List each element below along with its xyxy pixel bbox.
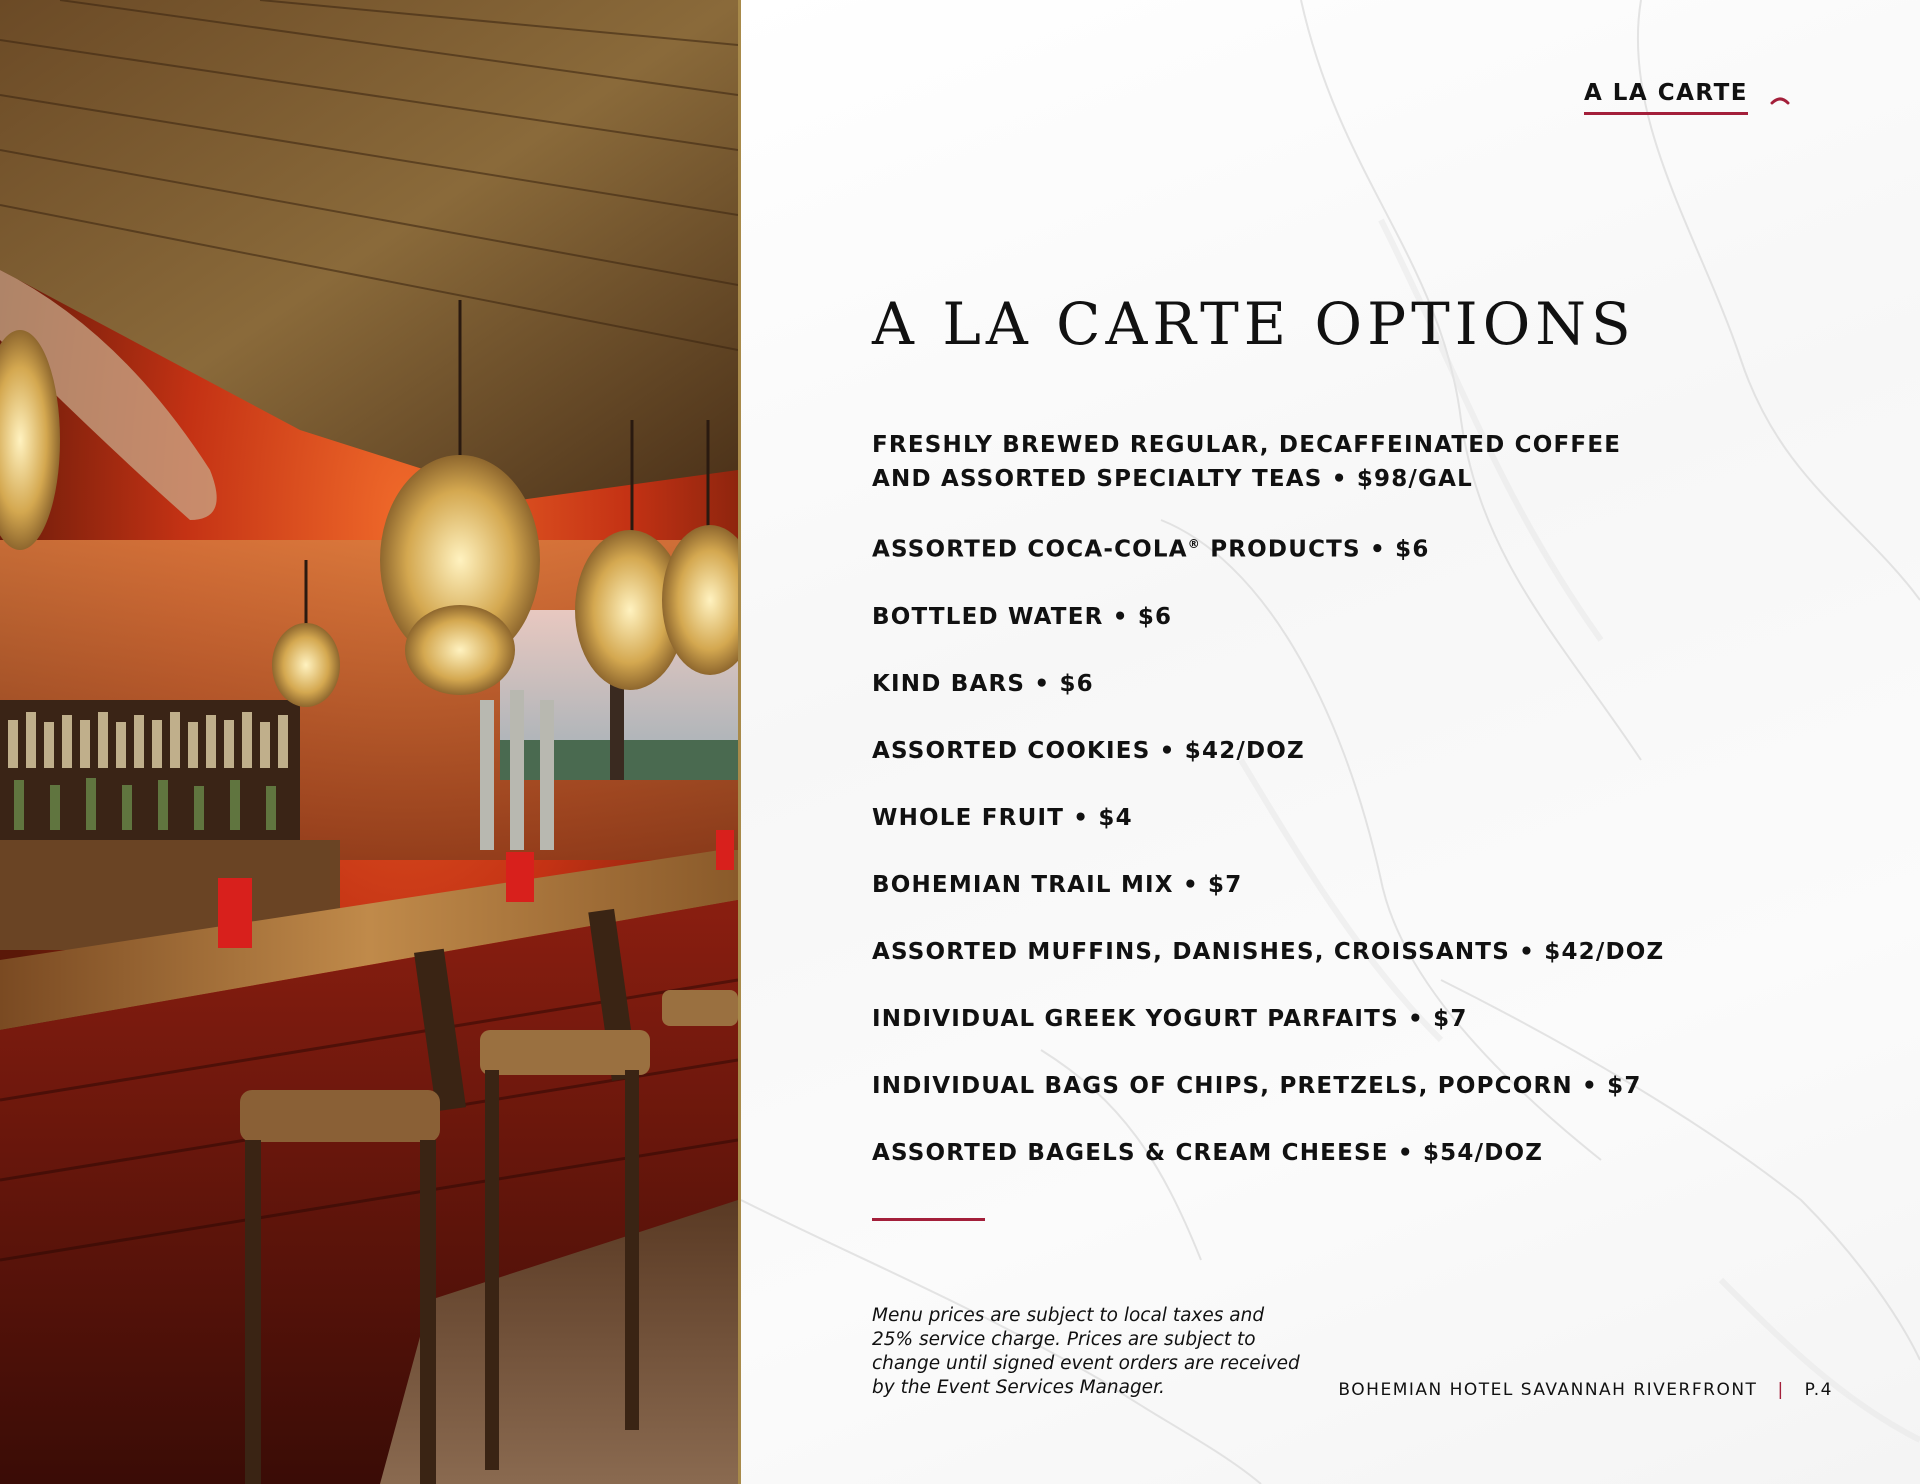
pricing-disclaimer: Menu prices are subject to local taxes and 25% service charge. Prices are subject to change until signed event orders are received by the Event Services Manager.: [872, 1305, 1300, 1398]
menu-item-bottled-water: BOTTLED WATER • $6: [872, 603, 1173, 630]
menu-item-text: PRODUCTS • $6: [1200, 536, 1430, 563]
footer-hotel-name: BOHEMIAN HOTEL SAVANNAH RIVERFRONT: [1338, 1380, 1758, 1400]
menu-item-text: FRESHLY BREWED REGULAR, DECAFFEINATED COFFEE: [872, 432, 1622, 458]
menu-item-trail-mix: BOHEMIAN TRAIL MIX • $7: [872, 871, 1243, 898]
content-panel: [741, 0, 1920, 1484]
menu-item-whole-fruit: WHOLE FRUIT • $4: [872, 804, 1133, 831]
nav-tab-a-la-carte[interactable]: [1584, 80, 1790, 115]
menu-item-snack-bags: INDIVIDUAL BAGS OF CHIPS, PRETZELS, POPCORN • $7: [872, 1072, 1642, 1099]
menu-item-bagels: ASSORTED BAGELS & CREAM CHEESE • $54/DOZ: [872, 1139, 1544, 1166]
menu-item-text: ASSORTED COCA-COLA: [872, 536, 1188, 563]
menu-item-coca-cola: [872, 527, 1732, 567]
footer-separator: |: [1777, 1380, 1785, 1400]
chevron-up-icon[interactable]: [1770, 90, 1790, 102]
menu-list: [872, 428, 1732, 1203]
page-title: A LA CARTE OPTIONS: [872, 290, 1636, 358]
menu-item-coffee-tea: [872, 428, 1732, 496]
menu-item-text: AND ASSORTED SPECIALTY TEAS • $98/GAL: [872, 466, 1473, 492]
page-footer: [1338, 1380, 1833, 1400]
nav-tab-label: A LA CARTE: [1584, 80, 1748, 115]
menu-item-kind-bars: KIND BARS • $6: [872, 670, 1094, 697]
menu-item-pastries: ASSORTED MUFFINS, DANISHES, CROISSANTS • $42/DOZ: [872, 938, 1665, 965]
bar-interior-photo: [0, 0, 738, 1484]
menu-item-cookies: ASSORTED COOKIES • $42/DOZ: [872, 737, 1305, 764]
accent-divider: [872, 1218, 985, 1221]
page-number: P.4: [1804, 1380, 1833, 1400]
menu-item-yogurt-parfaits: INDIVIDUAL GREEK YOGURT PARFAITS • $7: [872, 1005, 1468, 1032]
registered-mark: ®: [1187, 537, 1201, 551]
